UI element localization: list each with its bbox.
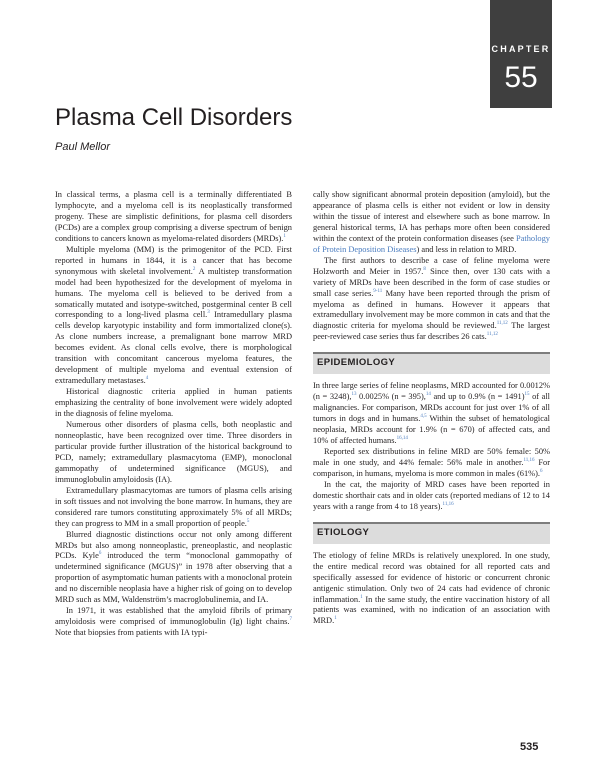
paragraph: In 1971, it was established that the amyloid fibrils of primary amyloidosis were comprised of immunoglobulin (Ig) light chains.$^7$ Note that biopsies from patients with IA typi- — [55, 606, 292, 638]
citation[interactable]: 2 — [192, 266, 196, 272]
paragraph: Numerous other disorders of plasma cells, both neoplastic and nonneoplastic, have been recognized over time. Three disorders in particular provide further illustration of the historical background to PCD, namely; extramedullary plasmacytoma (EMP), monoclonal gammopathy of undetermined significance (MGUS), and immunoglobulin amyloidosis (IA). — [55, 420, 292, 484]
citation[interactable]: 3 — [207, 310, 210, 316]
chapter-number: 55 — [504, 61, 538, 94]
citation[interactable]: 15 — [524, 392, 530, 398]
section-heading-etiology: ETIOLOGY — [313, 522, 550, 544]
citation[interactable]: 1 — [334, 616, 337, 622]
citation[interactable]: 11,12 — [486, 332, 498, 338]
paragraph: In the cat, the majority of MRD cases have been reported in domestic shorthair cats and in older cats (reported medians of 12 to 14 years with a range from 4 to 18 years).$^{11,16}$ — [313, 479, 550, 511]
chapter-tab — [490, 0, 552, 108]
author-name: Paul Mellor — [55, 141, 111, 153]
page-number: 535 — [520, 741, 539, 753]
paragraph: Historical diagnostic criteria applied in human patients emphasizing the centrality of bone involvement were widely adopted in the diagnosis of feline myeloma. — [55, 387, 292, 419]
right-column — [313, 190, 550, 627]
citation[interactable]: 6 — [540, 469, 543, 475]
paragraph: cally show significant abnormal protein deposition (amyloid), but the appearance of plasma cells is either not evident or low in density within the tissue of interest and elsewhere such as bone marrow. In general historical terms, IA has perhaps more often been considered within the context of the protein conformation diseases (see Pathology of Protein Deposition Diseases) and less in relation to MRD. — [313, 190, 550, 254]
citation[interactable]: 5 — [246, 518, 250, 524]
citation[interactable]: 16,14 — [396, 436, 408, 442]
left-column — [55, 190, 292, 639]
citation[interactable]: 1 — [360, 594, 363, 600]
citation[interactable]: 1 — [283, 234, 286, 240]
paragraph: The etiology of feline MRDs is relatively unexplored. In one study, the entire medical record was obtained for all reported cats and specifically assessed for evidence of historic or concurrent chronic antigenic stimulation. Only two of 24 cats had evidence of chronic inflammation.$^1$ In the same study, the entire vaccination history of all patients was examined, with no indication of an association with MRD.$^1$ — [313, 550, 550, 626]
paragraph: Multiple myeloma (MM) is the primogenitor of the PCD. First reported in humans in 1844, it is a cancer that has become synonymous with skeletal involvement.$^2$ A multistep transformation model had been hypothesized for the development of myeloma in humans. The myeloma cell is believed to be derived from a somatically mutated and isotype-switched, postgerminal center B cell corresponding to a long-lived plasma cell.$^3$ Intramedullary plasma cells develop karyotypic instability and form immortalized clone(s). As clone numbers increase, a premalignant bone marrow MRD becomes evident. As clonal cells evolve, there is morphological transition with concomitant cancerous myeloma features, the development of multiple myeloma and eventual extension of extramedullary metastases.$^4$ — [55, 244, 292, 386]
paragraph: In classical terms, a plasma cell is a terminally differentiated B lymphocyte, and a myeloma cell is its neoplastically transformed progeny. These are simplistic definitions, for plasma cell disorders (PCDs) are a complex group comprising a diverse spectrum of benign conditions to cancers known as myeloma-related disorders (MRDs).$^1$ — [55, 190, 292, 243]
citation[interactable]: 14 — [425, 392, 431, 398]
paragraph: The first authors to describe a case of feline myeloma were Holzworth and Meier in 1957.$^8$ Since then, over 130 cats with a variety of MRDs have been described in the form of case studies or small case series.$^{9-11}$ Many have been reported through the prism of myeloma as defined in humans. However it appears that extramedullary involvement may be more common in cats and that the diagnostic criteria for myeloma should be reviewed.$^{11,12}$ The largest peer-reviewed case series thus far describes 26 cats.$^{11,12}$ — [313, 255, 551, 342]
page-title: Plasma Cell Disorders — [55, 104, 293, 131]
cross-reference-link[interactable]: Pathology of Protein Deposition Diseases — [313, 233, 550, 254]
citation[interactable]: 13 — [351, 392, 357, 398]
paragraph: Reported sex distributions in feline MRD are 50% female: 50% male in one study, and 44% female: 56% male in another.$^{11,16}$ For comparison, in humans, myeloma is more common in males (61%).$^6$ — [313, 447, 550, 478]
citation[interactable]: 8 — [423, 266, 426, 272]
citation[interactable]: 11,12 — [496, 321, 508, 327]
paragraph: Extramedullary plasmacytomas are tumors of plasma cells arising in soft tissues and not involving the bone marrow. In humans, they are considered rare tumors constituting approximately 5% of all MRDs; they can progress to MM in a small proportion of people.$^5$ — [55, 485, 292, 528]
citation[interactable]: 6 — [98, 551, 102, 557]
citation[interactable]: 9-11 — [373, 288, 383, 294]
citation[interactable]: 7 — [289, 617, 292, 623]
citation[interactable]: 11,16 — [442, 501, 454, 507]
chapter-label: CHAPTER — [491, 44, 551, 54]
citation[interactable]: 11,16 — [523, 458, 535, 464]
citation[interactable]: 4 — [145, 376, 149, 382]
paragraph: Blurred diagnostic distinctions occur not only among different MRDs but also among nonneoplastic, preneoplastic, and neoplastic PCDs. Kyle$^6$ introduced the term “monoclonal gammopathy of undetermined significance (MGUS)” in 1978 after observing that a proportion of asymptomatic human patients with a monoclonal protein and no discernible neoplasia have a higher risk of going on to develop MRD such as MM, Waldenström’s macroglobulinemia, and IA. — [55, 529, 292, 605]
citation[interactable]: 4,5 — [420, 414, 427, 420]
paragraph: In three large series of feline neoplasms, MRD accounted for 0.0012% (n = 3248),$^{13}$ 0.0025% (n = 395),$^{14}$ and up to 0.9% (n = 1491)$^{15}$ of all malignancies. For comparison, MRDs account for just over 1% of all tumors in dogs and in humans.$^{4,5}$ Within the subset of hematological neoplasia, MRDs account for 1.9% (n = 670) of affected cats, and 10% of affected humans.$^{16,14}$ — [313, 381, 550, 446]
section-heading-epidemiology: EPIDEMIOLOGY — [313, 352, 550, 374]
